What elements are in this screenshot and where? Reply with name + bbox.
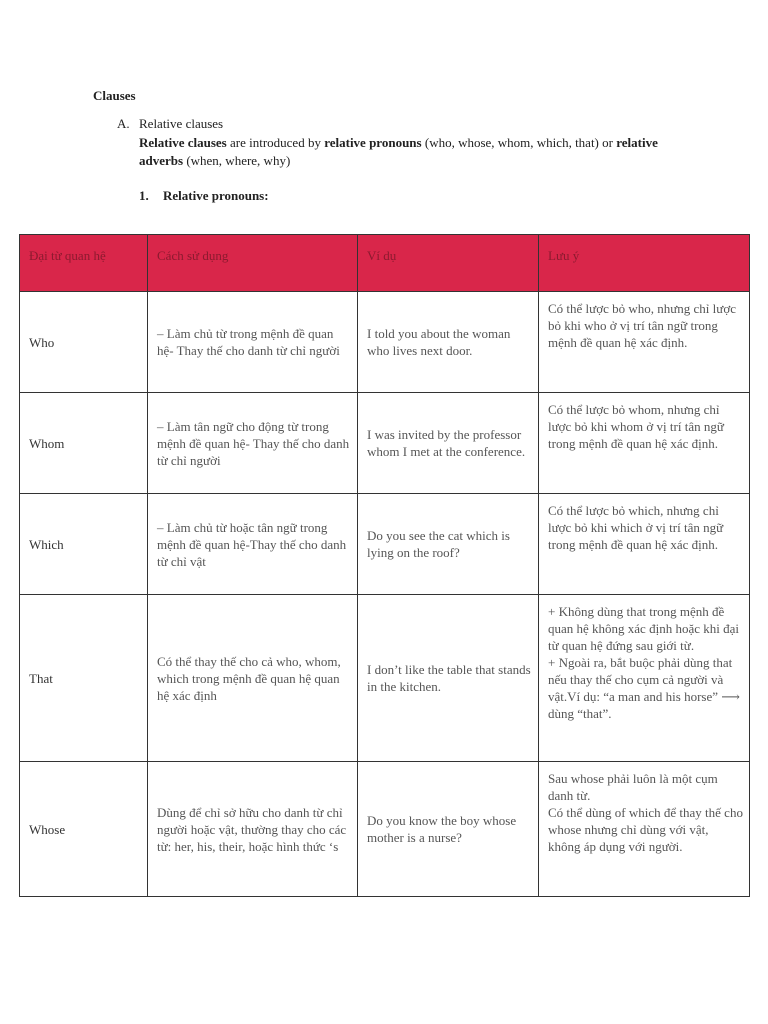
example-cell: Do you see the cat which is lying on the roof? — [358, 494, 539, 595]
usage-cell: – Làm chủ từ hoặc tân ngữ trong mệnh đề quan hệ-Thay thế cho danh từ chỉ vật — [148, 494, 358, 595]
usage-cell: – Làm chủ từ trong mệnh đề quan hệ- Thay thế cho danh từ chỉ người — [148, 292, 358, 393]
usage-cell: Dùng để chỉ sở hữu cho danh từ chỉ người hoặc vật, thường thay cho các từ: her, his, their, hoặc hình thức ‘s — [148, 762, 358, 897]
note-cell — [539, 595, 750, 762]
pronoun-cell: Whom — [20, 393, 148, 494]
intro-text-2: (who, whose, whom, which, that) or — [421, 135, 617, 150]
relative-pronouns-table — [19, 234, 750, 897]
section-a-heading — [117, 116, 223, 132]
pronoun-cell: That — [20, 595, 148, 762]
header-example: Ví dụ — [358, 235, 539, 292]
note-line: + Không dùng that trong mệnh đề quan hệ không xác định hoặc khi đại từ quan hệ đứng sau giới từ. — [548, 604, 739, 653]
subsection-1-heading — [139, 188, 269, 204]
intro-term-relative-pronouns: relative pronouns — [324, 135, 422, 150]
intro-paragraph — [139, 134, 679, 170]
pronoun-cell: Which — [20, 494, 148, 595]
table-row — [20, 494, 750, 595]
section-a-marker: A. — [117, 116, 130, 131]
note-line: Có thể dùng of which để thay thế cho whose nhưng chỉ dùng với vật, không áp dụng với người. — [548, 805, 743, 854]
note-cell: Có thể lược bỏ who, nhưng chỉ lược bỏ khi who ở vị trí tân ngữ trong mệnh đề quan hệ xác định. — [539, 292, 750, 393]
example-cell: I don’t like the table that stands in the kitchen. — [358, 595, 539, 762]
pronoun-cell: Who — [20, 292, 148, 393]
intro-text-3: (when, where, why) — [183, 153, 291, 168]
header-note: Lưu ý — [539, 235, 750, 292]
table-row — [20, 292, 750, 393]
section-a-title: Relative clauses — [139, 116, 224, 131]
example-cell: I was invited by the professor whom I met at the conference. — [358, 393, 539, 494]
table-row — [20, 393, 750, 494]
note-cell: Có thể lược bỏ which, nhưng chỉ lược bỏ khi which ở vị trí tân ngữ trong mệnh đề quan hệ xác định. — [539, 494, 750, 595]
note-cell: Có thể lược bỏ whom, nhưng chỉ lược bỏ khi whom ở vị trí tân ngữ trong mệnh đề quan hệ xác định. — [539, 393, 750, 494]
header-pronoun: Đại từ quan hệ — [20, 235, 148, 292]
document-title: Clauses — [93, 88, 136, 103]
intro-text-1: are introduced by — [226, 135, 325, 150]
pronoun-cell: Whose — [20, 762, 148, 897]
intro-term-relative-clauses: Relative clauses — [139, 135, 227, 150]
usage-cell: – Làm tân ngữ cho động từ trong mệnh đề quan hệ- Thay thế cho danh từ chỉ người — [148, 393, 358, 494]
example-cell: Do you know the boy whose mother is a nurse? — [358, 762, 539, 897]
subsection-1-marker: 1. — [139, 188, 149, 203]
note-line: Sau whose phải luôn là một cụm danh từ. — [548, 771, 718, 803]
table-header-row — [20, 235, 750, 292]
header-usage: Cách sử dụng — [148, 235, 358, 292]
table-row — [20, 762, 750, 897]
example-cell: I told you about the woman who lives next door. — [358, 292, 539, 393]
intro-term-relative-adverbs: relative adverbs — [139, 135, 658, 168]
note-line: + Ngoài ra, bắt buộc phải dùng that nếu thay thế cho cụm cả người và vật.Ví dụ: “a man and his horse” ⟶ dùng “that”. — [548, 655, 740, 721]
note-cell — [539, 762, 750, 897]
subsection-1-title: Relative pronouns: — [163, 188, 269, 203]
usage-cell: Có thể thay thế cho cả who, whom, which trong mệnh đề quan hệ quan hệ xác định — [148, 595, 358, 762]
table-row — [20, 595, 750, 762]
